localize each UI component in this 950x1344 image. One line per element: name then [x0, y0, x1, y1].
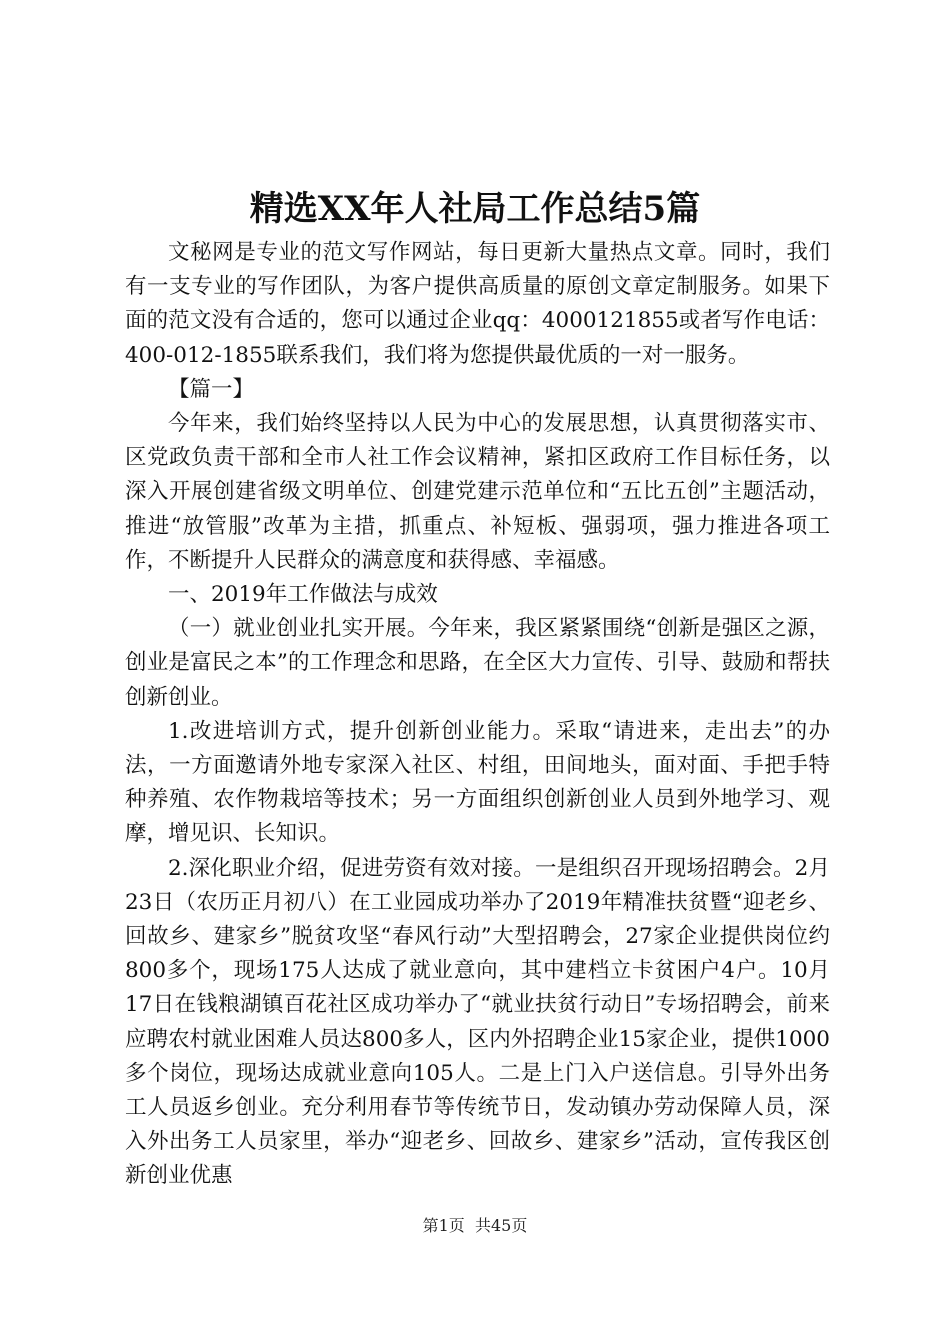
page-number: 第1页	[422, 1216, 465, 1235]
footer-separator	[465, 1216, 475, 1235]
employment-paragraph: （一）就业创业扎实开展。今年来，我区紧紧围绕“创新是强区之源，创业是富民之本”的工作理念和思路，在全区大力宣传、引导、鼓励和帮扶创新创业。	[125, 616, 830, 710]
document-title: 精选XX年人社局工作总结5篇	[249, 189, 701, 229]
page-footer	[0, 1214, 950, 1238]
overview-paragraph: 今年来，我们始终坚持以人民为中心的发展思想，认真贯彻落实市、区党政负责干部和全市人社工作会议精神，紧扣区政府工作目标任务，以深入开展创建省级文明单位、创建党建示范单位和“五比五创”主题活动，推进“放管服”改革为主措，抓重点、补短板、强弱项，强力推进各项工作，不断提升人民群众的满意度和获得感、幸福感。	[125, 411, 830, 573]
document-body	[125, 236, 830, 1194]
total-pages: 共45页	[474, 1216, 528, 1235]
section-heading-2019-work: 一、2019年工作做法与成效	[168, 582, 438, 608]
intro-paragraph: 文秘网是专业的范文写作网站，每日更新大量热点文章。同时，我们有一支专业的写作团队，为客户提供高质量的原创文章定制服务。如果下面的范文没有合适的，您可以通过企业qq：4000121855或者写作电话：400-012-1855联系我们，我们将为您提供最优质的一对一服务。	[125, 240, 830, 368]
section-heading-part-one: 【篇一】	[168, 376, 255, 402]
training-paragraph: 1.改进培训方式，提升创新创业能力。采取“请进来，走出去”的办法，一方面邀请外地专家深入社区、村组，田间地头，面对面、手把手特种养殖、农作物栽培等技术；另一方面组织创新创业人员到外地学习、观摩，增见识、长知识。	[125, 718, 830, 847]
job-fair-paragraph: 2.深化职业介绍，促进劳资有效对接。一是组织召开现场招聘会。2月23日（农历正月初八）在工业园成功举办了2019年精准扶贫暨“迎老乡、回故乡、建家乡”脱贫攻坚“春风行动”大型招聘会，27家企业提供岗位约800多个，现场175人达成了就业意向，其中建档立卡贫困户4户。10月17日在钱粮湖镇百花社区成功举办了“就业扶贫行动日”专场招聘会，前来应聘农村就业困难人员达800多人，区内外招聘企业15家企业，提供1000多个岗位，现场达成就业意向105人。二是上门入户送信息。引导外出务工人员返乡创业。充分利用春节等传统节日，发动镇办劳动保障人员，深入外出务工人员家里，举办“迎老乡、回故乡、建家乡”活动，宣传我区创新创业优惠	[125, 855, 830, 1189]
